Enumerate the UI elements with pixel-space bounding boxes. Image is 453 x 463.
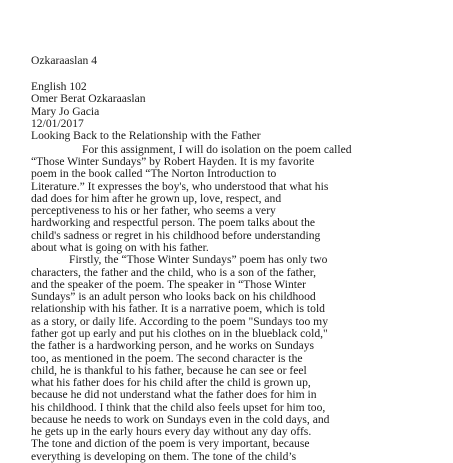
paragraph-line: dad does for him after he grown up, love, respect, and <box>31 192 282 205</box>
paragraph-line: characters, the father and the child, who is a son of the father, <box>31 266 317 279</box>
heading-course: English 102 <box>31 80 87 93</box>
paragraph-line: the father is a hardworking person, and he works on Sundays <box>31 339 315 352</box>
paragraph-line: about what is going on with his father. <box>31 241 209 254</box>
paragraph-line: Firstly, the “Those Winter Sundays” poem has only two <box>69 253 328 266</box>
paragraph-line: his childhood. I think that the child also feels upset for him too, <box>31 401 326 414</box>
heading-instructor: Mary Jo Gacia <box>31 105 100 118</box>
document-title: Looking Back to the Relationship with the Father <box>31 129 261 142</box>
heading-date: 12/01/2017 <box>31 117 84 130</box>
paragraph-line: because he did not understand what the father does for him in <box>31 388 317 401</box>
paragraph-line: poem in the book called “The Norton Introduction to <box>31 167 277 180</box>
paragraph-line: as a story, or daily life. According to the poem "Sundays too my <box>31 315 328 328</box>
paragraph-line: and the speaker of the poem. The speaker in “Those Winter <box>31 278 307 291</box>
paragraph-line: child's sadness or regret in his childhood before understanding <box>31 229 321 242</box>
paragraph-line: For this assignment, I will do isolation on the poem called <box>82 143 352 156</box>
paragraph-line: he gets up in the early hours every day without any day offs. <box>31 425 312 438</box>
paragraph-line: because he needs to work on Sundays even in the cold days, and <box>31 413 330 426</box>
paragraph-line: relationship with his father. It is a narrative poem, which is told <box>31 302 325 315</box>
running-head: Ozkaraaslan 4 <box>31 54 97 67</box>
paragraph-line: “Those Winter Sundays” by Robert Hayden. It is my favorite <box>31 155 315 168</box>
heading-student: Omer Berat Ozkaraaslan <box>31 92 146 105</box>
paragraph-line: The tone and diction of the poem is very important, because <box>31 437 310 450</box>
paragraph-line: child, he is thankful to his father, because he can see or feel <box>31 364 307 377</box>
paragraph-line: everything is developing on them. The tone of the child’s <box>31 450 297 463</box>
paragraph-line: Sundays” is an adult person who looks back on his childhood <box>31 290 316 303</box>
paragraph-line: father got up early and put his clothes on in the blueblack cold," <box>31 327 328 340</box>
paragraph-line: perceptiveness to his or her father, who seems a very <box>31 204 276 217</box>
paragraph-line: Literature.” It expresses the boy's, who understood that what his <box>31 180 329 193</box>
paragraph-line: what his father does for his child after the child is grown up, <box>31 376 311 389</box>
paragraph-line: too, as mentioned in the poem. The second character is the <box>31 352 303 365</box>
paragraph-line: hardworking and respectful person. The poem talks about the <box>31 216 316 229</box>
